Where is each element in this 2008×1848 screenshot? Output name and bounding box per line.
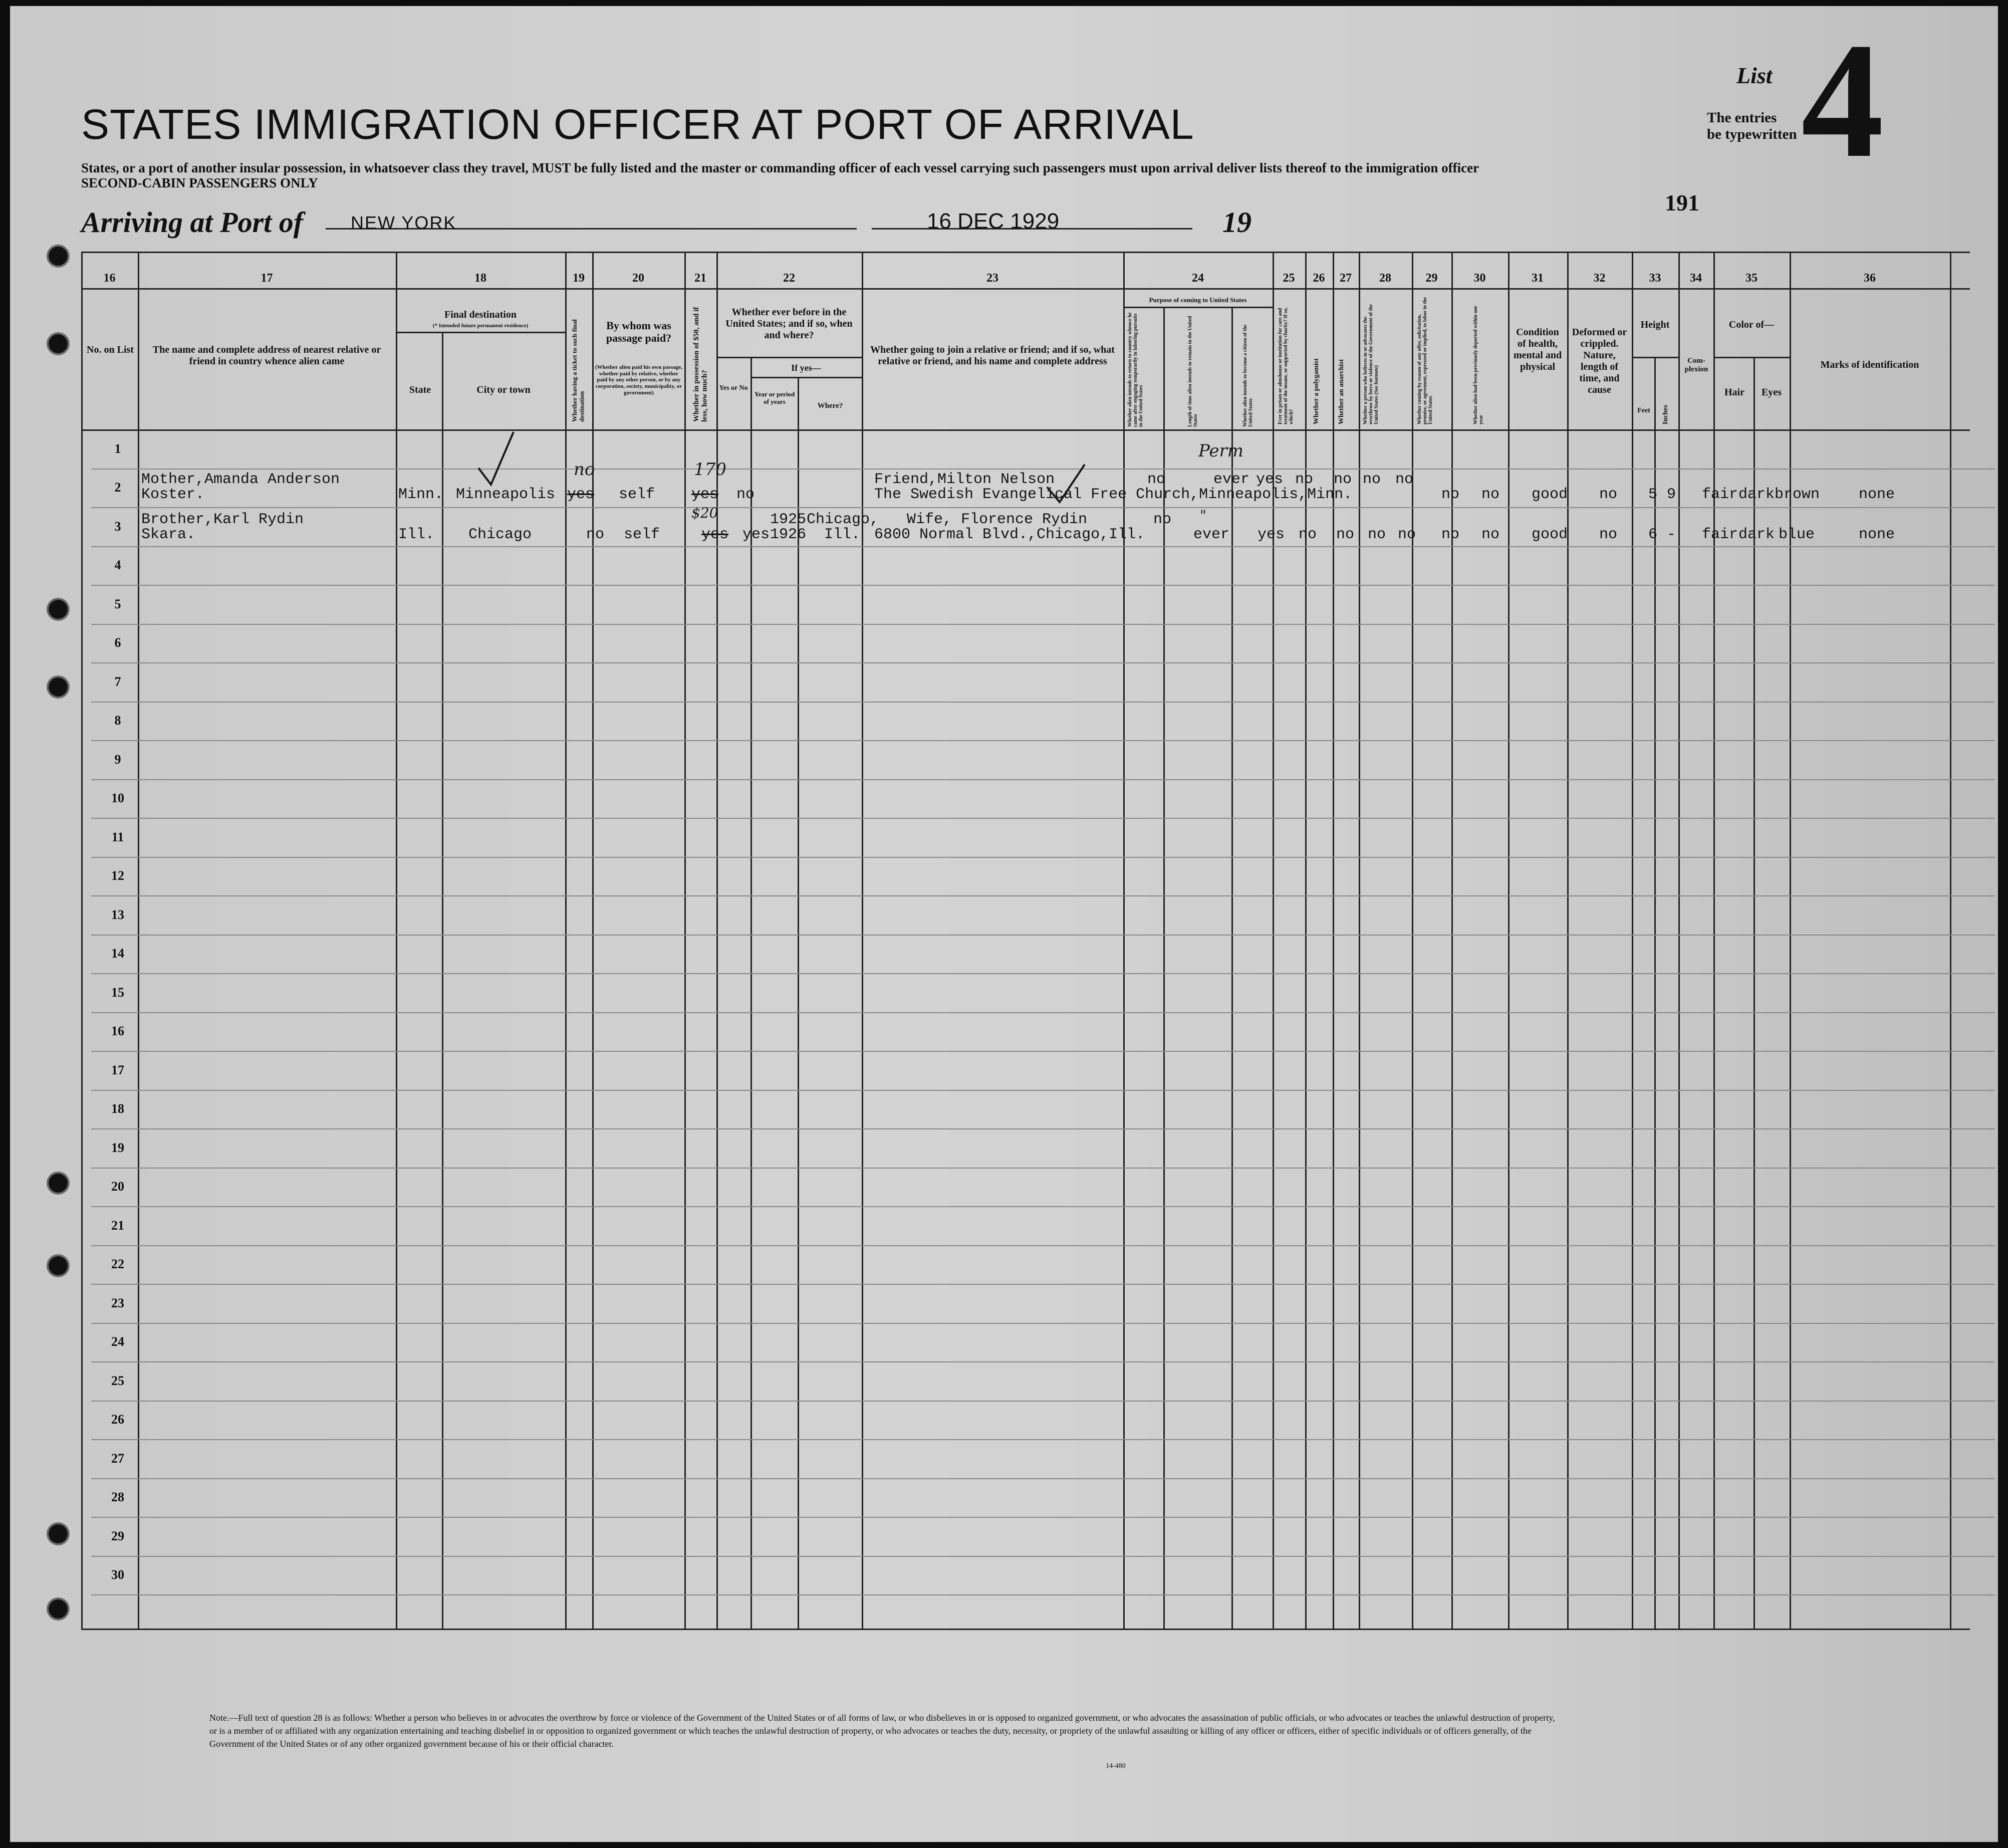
col-line bbox=[1678, 252, 1680, 1629]
destination-city: Chicago bbox=[468, 526, 532, 543]
money-answer: yes bbox=[701, 526, 729, 543]
col-line bbox=[1412, 252, 1413, 1629]
anarchist: no bbox=[1368, 526, 1386, 543]
height-feet: 5 bbox=[1648, 486, 1658, 503]
header-height: Height bbox=[1640, 319, 1670, 330]
row-number: 7 bbox=[114, 674, 121, 689]
header-hair: Hair bbox=[1724, 387, 1744, 398]
row-rule bbox=[91, 507, 1995, 508]
eye-color: brown bbox=[1775, 486, 1820, 503]
column-number: 29 bbox=[1425, 272, 1438, 285]
col-line bbox=[1305, 252, 1307, 1629]
binder-hole bbox=[49, 247, 68, 266]
row-number: 27 bbox=[111, 1451, 124, 1466]
arrival-date-stamp: 16 DEC 1929 bbox=[927, 209, 1060, 234]
page-subtitle: States, or a port of another insular possession, in whatsoever class they travel, MUST be fully listed and the master or commanding officer of each vessel carrying such passengers must upon arrival deliver lists thereof to the immigration officer bbox=[81, 160, 1479, 175]
row-number: 20 bbox=[111, 1179, 124, 1194]
deported: no bbox=[1481, 486, 1500, 503]
binder-hole bbox=[49, 600, 68, 619]
row-number: 12 bbox=[111, 868, 124, 883]
complexion: fair bbox=[1702, 526, 1738, 543]
purpose-return: no bbox=[1153, 511, 1172, 528]
grid-bottom-border bbox=[81, 1629, 1970, 1630]
header-purpose-citizen: Whether alien intends to become a citizen of the United States bbox=[1242, 324, 1253, 427]
sub-divider bbox=[1713, 357, 1790, 358]
row-rule bbox=[91, 1090, 1995, 1091]
col-line bbox=[1790, 252, 1791, 1629]
row-rule bbox=[91, 469, 1995, 470]
column-number: 22 bbox=[783, 272, 795, 285]
row-rule bbox=[91, 1128, 1995, 1129]
column-number: 21 bbox=[694, 272, 706, 285]
row-number: 30 bbox=[111, 1567, 124, 1582]
row-rule bbox=[91, 1361, 1995, 1362]
form-number: 14-480 bbox=[1106, 1762, 1126, 1770]
column-number: 17 bbox=[261, 272, 273, 285]
previous-place: Chicago, bbox=[807, 511, 879, 528]
column-number: 32 bbox=[1593, 272, 1606, 285]
joining-name: Wife, Florence Rydin bbox=[907, 511, 1088, 528]
length-annotation: " bbox=[1200, 507, 1206, 524]
col-line bbox=[716, 252, 718, 1629]
previous-year: 1925 bbox=[770, 511, 807, 528]
sub-divider bbox=[1123, 307, 1273, 308]
row-number: 28 bbox=[111, 1490, 124, 1504]
col-line bbox=[1333, 252, 1334, 1629]
binder-hole bbox=[49, 1524, 68, 1543]
row-rule bbox=[91, 935, 1995, 936]
column-number: 34 bbox=[1690, 272, 1702, 285]
row-number: 11 bbox=[111, 830, 124, 844]
header-final-destination-note: (* Intended future permanent residence) bbox=[432, 323, 529, 329]
column-number: 36 bbox=[1864, 272, 1876, 285]
col-line bbox=[1950, 252, 1951, 1629]
col-line bbox=[81, 252, 83, 1629]
column-number: 16 bbox=[103, 272, 116, 285]
intended-length: ever bbox=[1213, 471, 1250, 488]
sub-divider bbox=[716, 357, 862, 358]
joining-address: 6800 Normal Blvd.,Chicago,Ill. bbox=[874, 526, 1145, 543]
hair-color: dark bbox=[1738, 486, 1775, 503]
destination-state: Minn. bbox=[398, 486, 444, 503]
header-before: Whether ever before in the United States; and if so, when and where? bbox=[725, 307, 853, 341]
sub-divider bbox=[750, 377, 862, 378]
hair-color: dark bbox=[1738, 526, 1775, 543]
overthrow: no bbox=[1398, 526, 1416, 543]
polygamist: no bbox=[1334, 471, 1352, 488]
complexion: fair bbox=[1702, 486, 1738, 503]
identification-marks: none bbox=[1859, 526, 1895, 543]
header-purpose-return: Whether alien intends to return to country whence he came after engaging temporarily in laboring pursuits in the United States bbox=[1127, 312, 1144, 427]
deformed: no bbox=[1599, 526, 1618, 543]
binder-hole bbox=[49, 677, 68, 697]
typewritten-notice: be typewritten bbox=[1707, 126, 1797, 142]
list-label: List bbox=[1736, 63, 1773, 88]
destination-city: Minneapolis bbox=[456, 486, 556, 503]
arriving-label: Arriving at Port of bbox=[81, 206, 304, 239]
deported: no bbox=[1481, 526, 1500, 543]
footnote: Note.—Full text of question 28 is as follows: Whether a person who believes in or advocates the overthrow by force or violence of the Government of the United States or of all forms of law, or who disbelieves in or is opposed to organized government, or who advocates the assassination of public officials, or who advocates or teaches the unlawful destruction of property, or is a member of or affiliated with any organization entertaining and teaching disbelief in or opposition to organized government or which teaches the unlawful destruction of property, or who advocates or teaches the duty, necessity, or propriety of the unlawful assaulting or killing of any officer or officers, either of specific individuals or of officers generally, of the Government of the United States or of any other organized government because of his or their official character. bbox=[209, 1713, 1555, 1749]
column-number: 27 bbox=[1340, 272, 1352, 285]
col-line bbox=[1567, 252, 1569, 1629]
destination-state: Ill. bbox=[398, 526, 435, 543]
col-line bbox=[1359, 252, 1360, 1629]
row-number: 16 bbox=[111, 1024, 124, 1038]
check-mark bbox=[478, 432, 514, 485]
row-rule bbox=[91, 1168, 1995, 1169]
col-line bbox=[1273, 252, 1274, 1629]
money-amount: $20 bbox=[691, 505, 718, 521]
header-deformed: Deformed or crippled. Nature, length of time, and cause bbox=[1572, 327, 1627, 395]
row-number: 24 bbox=[111, 1334, 124, 1349]
row-rule bbox=[91, 702, 1995, 703]
ticket-answer: no bbox=[586, 526, 605, 543]
col-line bbox=[684, 252, 686, 1629]
row-rule bbox=[91, 1323, 1995, 1324]
row-rule bbox=[91, 1594, 1995, 1595]
header-polygamist: Whether a polygamist bbox=[1313, 358, 1320, 424]
col-line bbox=[1451, 252, 1453, 1629]
header-ticket: Whether having a ticket to such final destination bbox=[571, 319, 586, 422]
column-number: 23 bbox=[986, 272, 998, 285]
header-purpose: Purpose of coming to United States bbox=[1149, 296, 1247, 304]
header-feet: Feet bbox=[1637, 407, 1650, 414]
row-rule bbox=[91, 1439, 1995, 1440]
relative-name: Brother,Karl Rydin bbox=[141, 511, 304, 528]
binder-hole bbox=[49, 334, 68, 353]
column-number: 26 bbox=[1313, 272, 1325, 285]
row-number: 5 bbox=[114, 597, 121, 611]
header-money: Whether in possession of $50, and if less, how much? bbox=[692, 307, 709, 422]
anarchist: no bbox=[1363, 471, 1381, 488]
row-rule bbox=[91, 1245, 1995, 1246]
column-number: 33 bbox=[1649, 272, 1661, 285]
column-number: 35 bbox=[1745, 272, 1758, 285]
previous-year: 1926 bbox=[770, 526, 807, 543]
header-health: Condition of health, mental and physical bbox=[1513, 327, 1562, 372]
prison: no bbox=[1295, 471, 1314, 488]
header-marks: Marks of identification bbox=[1820, 359, 1919, 370]
row-rule bbox=[91, 546, 1995, 547]
row-number: 4 bbox=[114, 558, 121, 572]
header-final-destination: Final destination bbox=[444, 309, 517, 320]
row-rule bbox=[91, 1206, 1995, 1207]
row-rule bbox=[91, 895, 1995, 896]
height-inches: 9 bbox=[1667, 486, 1676, 503]
header-complexion: Com- plexion bbox=[1684, 357, 1708, 374]
intends-citizen: yes bbox=[1256, 471, 1284, 488]
row-number: 14 bbox=[111, 946, 124, 961]
row-number: 9 bbox=[114, 752, 121, 767]
row-rule bbox=[91, 1012, 1995, 1013]
purpose-return: no bbox=[1147, 471, 1166, 488]
column-number: 28 bbox=[1379, 272, 1391, 285]
row-rule bbox=[91, 740, 1995, 741]
port-of-arrival: NEW YORK bbox=[351, 212, 457, 233]
col-line bbox=[1231, 307, 1233, 1629]
row-number: 19 bbox=[111, 1140, 124, 1155]
ticket-correction: no bbox=[574, 459, 595, 480]
list-number: 4 bbox=[1801, 9, 1884, 192]
row-rule bbox=[91, 624, 1995, 625]
row-number: 6 bbox=[114, 635, 121, 650]
header-color: Color of— bbox=[1728, 319, 1775, 330]
row-number: 13 bbox=[111, 907, 124, 922]
col-line bbox=[565, 252, 567, 1629]
row-rule bbox=[91, 818, 1995, 819]
header-eyes: Eyes bbox=[1762, 387, 1782, 398]
row-number: 22 bbox=[111, 1257, 124, 1271]
row-rule bbox=[91, 662, 1995, 663]
header-anarchist: Whether an anarchist bbox=[1338, 359, 1345, 424]
col-line bbox=[798, 377, 799, 1629]
header-prison: Ever in prison or almshouse or institution for care and treatment of the insane, or supported by charity? If so, which? bbox=[1278, 307, 1294, 424]
col-line bbox=[138, 252, 139, 1629]
height-feet: 6 bbox=[1648, 526, 1658, 543]
before-in-us: no bbox=[736, 486, 755, 503]
col-line bbox=[1632, 252, 1633, 1629]
row-number: 18 bbox=[111, 1101, 124, 1116]
money-answer: yes bbox=[691, 486, 719, 503]
grid-header-bottom bbox=[81, 429, 1970, 431]
col-line bbox=[1508, 252, 1510, 1629]
eye-color: blue bbox=[1779, 526, 1815, 543]
row-rule bbox=[91, 1284, 1995, 1285]
grid-top-border bbox=[81, 252, 1970, 253]
row-rule bbox=[91, 585, 1995, 586]
contract-labor: no bbox=[1441, 486, 1460, 503]
column-number: 31 bbox=[1532, 272, 1544, 285]
column-number: 30 bbox=[1473, 272, 1486, 285]
length-annotation: Perm bbox=[1198, 441, 1243, 461]
row-number: 26 bbox=[111, 1412, 124, 1427]
year-prefix: 19 bbox=[1222, 206, 1251, 239]
row-number: 3 bbox=[114, 519, 121, 534]
ticket-answer: yes bbox=[567, 486, 595, 503]
header-if-yes: If yes— bbox=[791, 363, 821, 373]
cabin-class: SECOND-CABIN PASSENGERS ONLY bbox=[81, 175, 318, 190]
intends-citizen: yes bbox=[1258, 526, 1285, 543]
polygamist: no bbox=[1336, 526, 1355, 543]
col-line bbox=[1654, 357, 1656, 1629]
relative-address: Skara. bbox=[141, 526, 196, 543]
row-rule bbox=[91, 1517, 1995, 1518]
health: good bbox=[1532, 486, 1568, 503]
identification-marks: none bbox=[1859, 486, 1895, 503]
binder-hole bbox=[49, 1256, 68, 1275]
header-no-on-list: No. on List bbox=[87, 344, 134, 355]
sub-divider bbox=[1632, 357, 1678, 358]
row-number: 1 bbox=[114, 441, 121, 456]
header-period: Year or period of years bbox=[754, 390, 795, 405]
header-city: City or town bbox=[476, 384, 531, 395]
binder-hole bbox=[49, 1599, 68, 1619]
column-number: 25 bbox=[1283, 272, 1295, 285]
row-rule bbox=[91, 1478, 1995, 1479]
row-number: 10 bbox=[111, 791, 124, 805]
grid-header-divider bbox=[81, 288, 1970, 290]
col-line bbox=[862, 252, 863, 1629]
joining-name: Friend,Milton Nelson bbox=[874, 471, 1055, 488]
height-inches: - bbox=[1667, 526, 1676, 543]
row-number: 29 bbox=[111, 1529, 124, 1543]
manifest-page bbox=[10, 6, 1998, 1842]
row-number: 17 bbox=[111, 1063, 124, 1077]
typewritten-notice: The entries bbox=[1707, 110, 1777, 126]
header-yes-no: Yes or No bbox=[719, 384, 748, 392]
joining-address: The Swedish Evangelical Free Church,Minneapolis,Minn. bbox=[874, 486, 1353, 503]
column-number: 20 bbox=[632, 272, 644, 285]
row-rule bbox=[91, 1051, 1995, 1052]
money-amount: 170 bbox=[694, 459, 726, 480]
col-line bbox=[1163, 307, 1165, 1629]
row-number: 2 bbox=[114, 480, 121, 495]
header-relative: The name and complete address of nearest relative or friend in country whence alien came bbox=[152, 344, 381, 367]
sub-divider bbox=[396, 332, 565, 333]
row-number: 25 bbox=[111, 1373, 124, 1388]
paid-by: self bbox=[619, 486, 655, 503]
header-paid-by-note: (Whether alien paid his own passage, whether paid by relative, whether paid by any other person, or by any corporation, society, municipality, or government) bbox=[595, 364, 682, 396]
row-rule bbox=[91, 1401, 1995, 1402]
col-line bbox=[442, 332, 443, 1629]
column-number: 19 bbox=[573, 272, 585, 285]
contract-labor: no bbox=[1441, 526, 1460, 543]
column-number: 24 bbox=[1192, 272, 1204, 285]
health: good bbox=[1532, 526, 1568, 543]
row-rule bbox=[91, 857, 1995, 858]
binder-hole bbox=[49, 1174, 68, 1193]
paid-by: self bbox=[624, 526, 660, 543]
row-number: 21 bbox=[111, 1218, 124, 1233]
intended-length: ever bbox=[1193, 526, 1230, 543]
header-deported: Whether alien had been previously deported within one year bbox=[1473, 306, 1484, 424]
header-joining: Whether going to join a relative or friend; and if so, what relative or friend, and his name and complete address bbox=[870, 344, 1115, 367]
header-where: Where? bbox=[817, 402, 843, 410]
header-contract: Whether coming by reason of any offer, solicitation, promise, or agreement, expressed or implied, to labor in the United States bbox=[1417, 297, 1433, 424]
relative-name: Mother,Amanda Anderson bbox=[141, 471, 340, 488]
col-line bbox=[750, 357, 752, 1629]
col-line bbox=[1713, 252, 1715, 1629]
row-rule bbox=[91, 973, 1995, 974]
header-inches: Inches bbox=[1662, 405, 1669, 424]
column-number: 18 bbox=[474, 272, 486, 285]
col-line bbox=[592, 252, 594, 1629]
col-line bbox=[396, 252, 397, 1629]
deformed: no bbox=[1599, 486, 1618, 503]
header-overthrow: Whether a person who believes in or advocates the overthrow by force or violence of the Government of the United States (See footnote) bbox=[1363, 304, 1379, 424]
row-number: 15 bbox=[111, 985, 124, 1000]
row-rule bbox=[91, 1556, 1995, 1557]
row-number: 8 bbox=[114, 713, 121, 728]
header-state: State bbox=[409, 384, 431, 395]
prison: no bbox=[1299, 526, 1317, 543]
overthrow: no bbox=[1395, 471, 1414, 488]
col-line bbox=[1123, 252, 1125, 1629]
page-title: STATES IMMIGRATION OFFICER AT PORT OF ARRIVAL bbox=[81, 101, 1194, 148]
header-purpose-length: Length of time alien intends to remain in the United States bbox=[1187, 316, 1198, 427]
col-line bbox=[1753, 357, 1755, 1629]
previous-place: Ill. bbox=[824, 526, 861, 543]
row-number: 23 bbox=[111, 1296, 124, 1310]
before-in-us: yes bbox=[742, 526, 770, 543]
page-number: 191 bbox=[1665, 190, 1699, 215]
row-rule bbox=[91, 779, 1995, 780]
header-paid-by: By whom was passage paid? bbox=[606, 319, 672, 345]
relative-address: Koster. bbox=[141, 486, 205, 503]
